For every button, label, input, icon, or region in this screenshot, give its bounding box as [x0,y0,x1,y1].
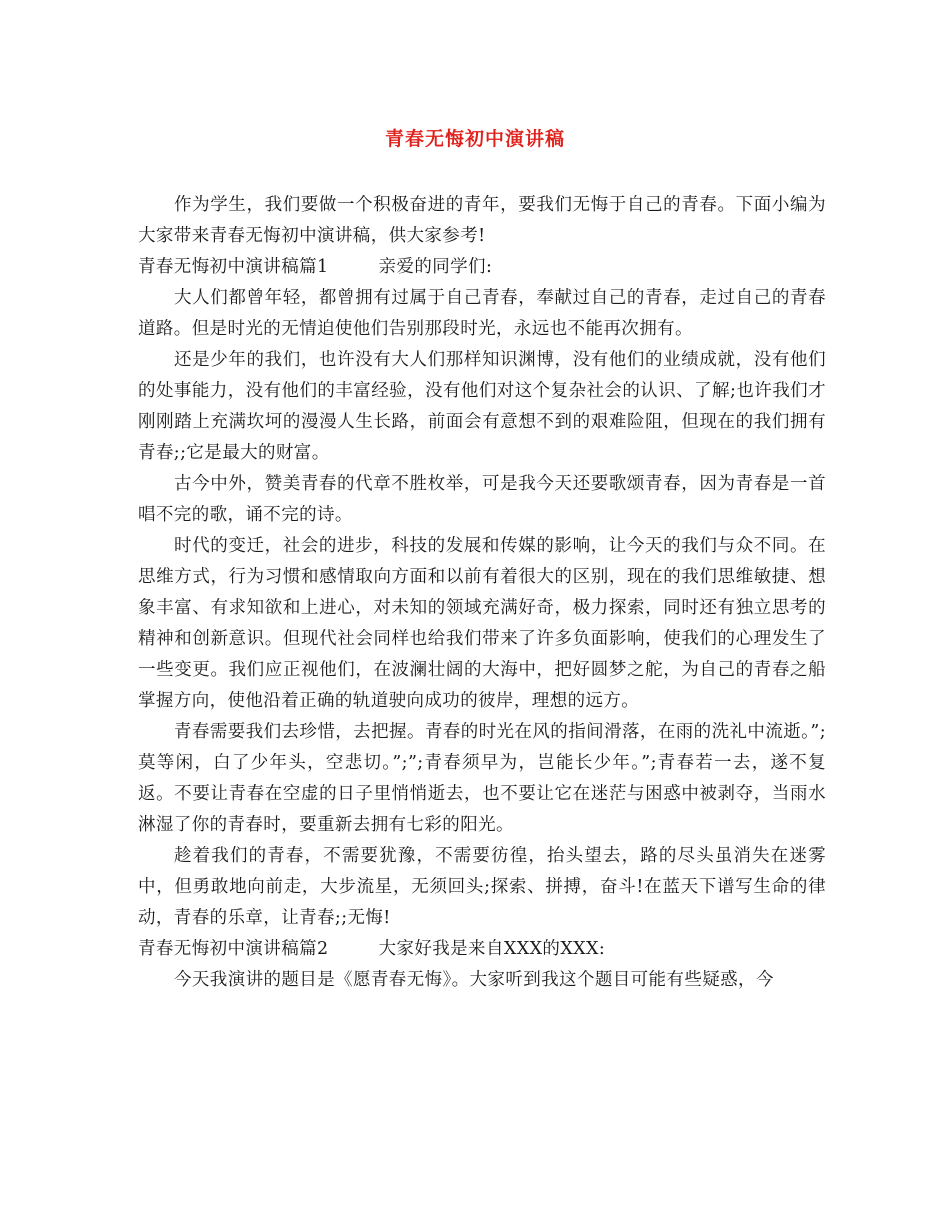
body-paragraph: 时代的变迁，社会的进步，科技的发展和传媒的影响，让今天的我们与众不同。在思维方式，行为习惯和感情取向方面和以前有着很大的区别，现在的我们思维敏捷、想象丰富、有求知欲和上进心，对未知的领域充满好奇，极力探索，同时还有独立思考的精神和创新意识。但现代社会同样也给我们带来了许多负面影响，使我们的心理发生了一些变更。我们应正视他们，在波澜壮阔的大海中，把好圆梦之舵，为自己的青春之船掌握方向，使他沿着正确的轨道驶向成功的彼岸，理想的远方。 [138,536,826,711]
document-body [138,190,826,996]
section-heading-1 [138,252,826,283]
body-paragraph: 今天我演讲的题目是《愿青春无悔》。大家听到我这个题目可能有些疑惑，今 [174,970,774,990]
body-paragraph: 还是少年的我们，也许没有大人们那样知识渊博，没有他们的业绩成就，没有他们的处事能力，没有他们的丰富经验，没有他们对这个复杂社会的认识、了解;也许我们才刚刚踏上充满坎坷的漫漫人生长路，前面会有意想不到的艰难险阻，但现在的我们拥有青春;;它是最大的财富。 [138,350,826,463]
intro-paragraph: 作为学生，我们要做一个积极奋进的青年，要我们无悔于自己的青春。下面小编为大家带来青春无悔初中演讲稿，供大家参考! [138,195,826,246]
section-greeting-2: 大家好我是来自XXX的XXX: [378,939,606,959]
body-paragraph: 大人们都曾年轻，都曾拥有过属于自己青春，奉献过自己的青春，走过自己的青春道路。但是时光的无情迫使他们告别那段时光，永远也不能再次拥有。 [138,288,826,339]
body-paragraph: 古今中外，赞美青春的代章不胜枚举，可是我今天还要歌颂青春，因为青春是一首唱不完的歌，诵不完的诗。 [138,474,826,525]
section-heading-2 [138,934,826,965]
body-paragraph: 青春需要我们去珍惜，去把握。青春的时光在风的指间滑落，在雨的洗礼中流逝。”;莫等闲，白了少年头，空悲切。”;”;青春须早为，岂能长少年。”;青春若一去，遂不复返。不要让青春在空虚的日子里悄悄逝去，也不要让它在迷茫与困惑中被剥夺，当雨水淋湿了你的青春时，要重新去拥有七彩的阳光。 [138,722,826,835]
document-title: 青春无悔初中演讲稿 [384,128,565,150]
body-paragraph: 趁着我们的青春，不需要犹豫，不需要彷徨，抬头望去，路的尽头虽消失在迷雾中，但勇敢地向前走，大步流星，无须回头;探索、拼搏，奋斗!在蓝天下谱写生命的律动，青春的乐章，让青春;;无悔! [138,846,826,928]
section-greeting-1: 亲爱的同学们: [378,257,493,277]
section-title-2: 青春无悔初中演讲稿篇2 [138,939,329,959]
section-title-1: 青春无悔初中演讲稿篇1 [138,257,329,277]
